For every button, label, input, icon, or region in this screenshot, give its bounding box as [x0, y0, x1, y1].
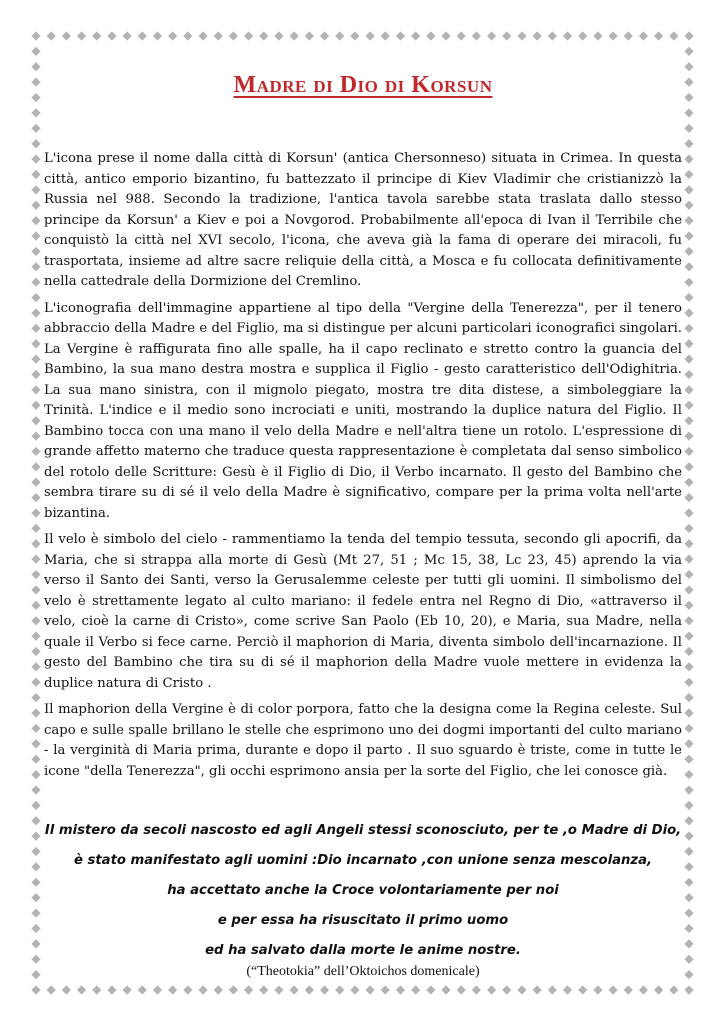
- prayer-line: Il mistero da secoli nascosto ed agli Angeli stessi sconosciuto, per te ,o Madre di Dio,: [44, 823, 682, 838]
- paragraph-maphorion: Il maphorion della Vergine è di color porpora, fatto che la designa come la Regina celeste. Sul capo e sulle spalle brillano le stelle che esprimono uno dei dogmi importanti del culto mariano - la verginità di Maria prima, durante e dopo il parto . Il suo sguardo è triste, come in tutte le icone "della Tenerezza", gli occhi esprimono ansia per la sorte del Figlio, che lei conosce già.: [44, 702, 682, 779]
- prayer-line: è stato manifestato agli uomini :Dio incarnato ,con unione senza mescolanza,: [73, 853, 653, 868]
- prayer-line: ed ha salvato dalla morte le anime nostre.: [205, 943, 521, 958]
- prayer-line: e per essa ha risuscitato il primo uomo: [217, 913, 509, 928]
- paragraph-history: L'icona prese il nome dalla città di Korsun' (antica Chersonneso) situata in Crimea. In questa città, antico emporio bizantino, fu battezzato il principe di Kiev Vladimir che cristianizzò la Russia nel 988. Secondo la tradizione, l'antica tavola sarebbe stata traslata dallo stesso principe da Korsun' a Kiev e poi a Novgorod. Probabilmente all'epoca di Ivan il Terribile che conquistò la città nel XVI secolo, l'icona, che aveva già la fama di operare dei miracoli, fu trasportata, insieme ad altre sacre reliquie della città, a Mosca e fu collocata definitivamente nella cattedrale della Dormizione del Cremlino.: [44, 151, 682, 289]
- prayer-line: ha accettato anche la Croce volontariamente per noi: [167, 883, 559, 898]
- paragraph-veil: Il velo è simbolo del cielo - rammentiamo la tenda del tempio tessuta, secondo gli apocrifi, da Maria, che si strappa alla morte di Gesù (Mt 27, 51 ; Mc 15, 38, Lc 23, 45) aprendo la via verso il Santo dei Santi, verso la Gerusalemme celeste per tutti gli uomini. Il simbolismo del velo è strettamente legato al culto mariano: il fedele entra nel Regno di Dio, «attraverso il velo, cioè la carne di Cristo», come scrive San Paolo (Eb 10, 20), e Maria, sua Madre, nella quale il Verbo si fece carne. Perciò il maphorion di Maria, diventa simbolo dell'incarnazione. Il gesto del Bambino che tira su di sé il maphorion della Madre vuole mettere in evidenza la duplice natura di Cristo .: [44, 532, 682, 691]
- paragraph-iconography: L'iconografia dell'immagine appartiene al tipo della "Vergine della Tenerezza", per il tenero abbraccio della Madre e del Figlio, ma si distingue per alcuni particolari iconografici singolari. La Vergine è raffigurata fino alle spalle, ha il capo reclinato e stretto contro la guancia del Bambino, la sua mano destra mostra e supplica il Figlio - gesto caratteristico dell'Odighitria. La sua mano sinistra, con il mignolo piegato, mostra tre dita distese, a simboleggiare la Trinità. L'indice e il medio sono incrociati e uniti, mostrando la duplice natura del Figlio. Il Bambino tocca con una mano il velo della Madre e nell'altra tiene un rotolo. L'espressione di grande affetto materno che traduce questa rappresentazione è completata dal senso simbolico del rotolo delle Scritture: Gesù è il Figlio di Dio, il Verbo incarnato. Il gesto del Bambino che sembra tirare su di sé il velo della Madre è significativo, compare per la prima volta nell'arte bizantina.: [44, 300, 682, 521]
- prayer-source: (“Theotokia” dell’Oktoichos domenicale): [246, 964, 480, 979]
- document-page: [44, 72, 682, 980]
- prayer-block: [44, 816, 682, 966]
- page-title: Madre di Dio di Korsun: [233, 72, 493, 98]
